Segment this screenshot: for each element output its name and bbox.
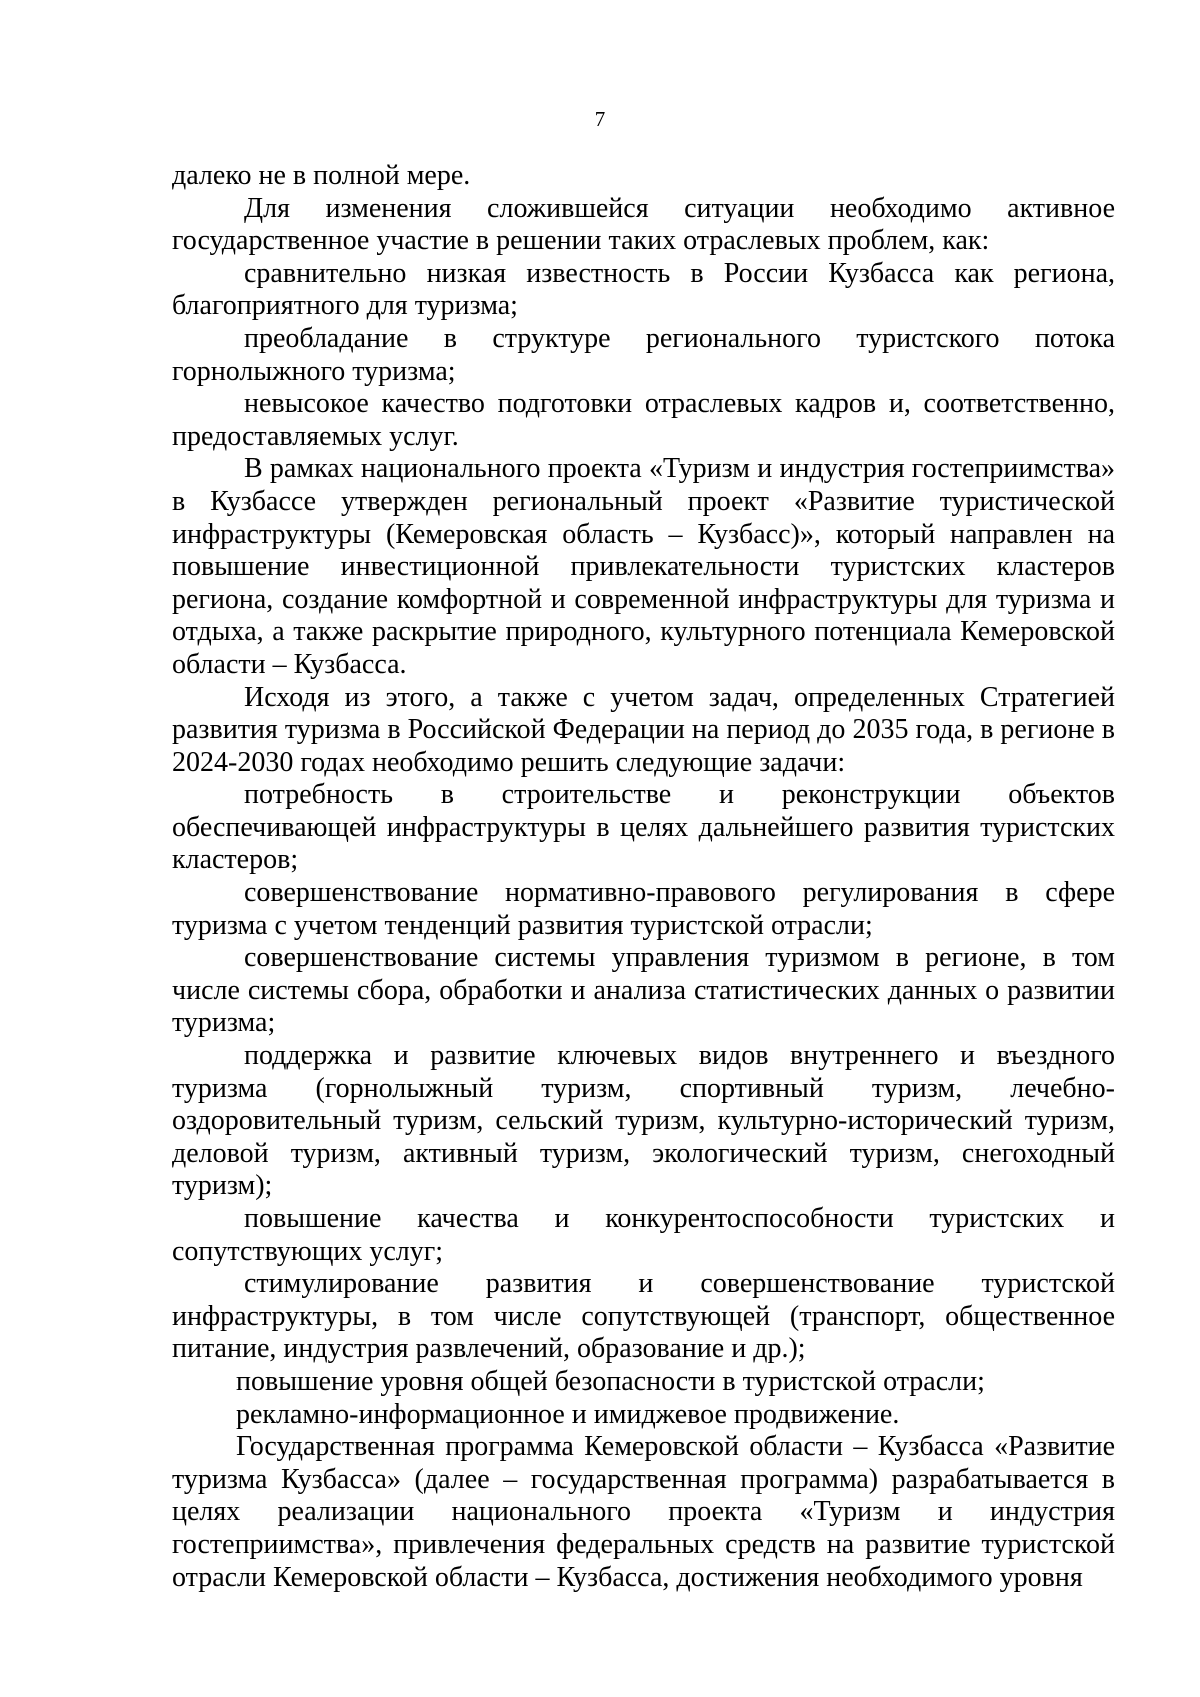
paragraph-task-tourism-types: поддержка и развитие ключевых видов внутреннего и въездного туризма (горнолыжный туризм, спортивный туризм, лечебно-оздоровительный туризм, сельский туризм, культурно-исторический туризм, деловой туризм, активный туризм, экологический туризм, снегоходный туризм); <box>172 1040 1115 1202</box>
paragraph-task-management: совершенствование системы управления туризмом в регионе, в том числе системы сбора, обработки и анализа статистических данных о развитии туризма; <box>172 942 1115 1039</box>
paragraph-continuation: далеко не в полной мере. <box>172 160 471 191</box>
page-number: 7 <box>594 107 606 131</box>
paragraph-problem-ski-dominance: преобладание в структуре регионального туристского потока горнолыжного туризма; <box>172 322 1115 387</box>
paragraph-national-project: В рамках национального проекта «Туризм и индустрия гостеприимства» в Кузбассе утвержден региональный проект «Развитие туристической инфраструктуры (Кемеровская область – Кузбасс)», который направлен на повышение инвестиционной привлекательности туристских кластеров региона, создание комфортной и современной инфраструктуры для туризма и отдыха, а также раскрытие природного, культурного потенциала Кемеровской области – Кузбасса. <box>172 453 1115 680</box>
paragraph-tasks-intro: Исходя из этого, а также с учетом задач, определенных Стратегией развития туризма в Российской Федерации на период до 2035 года, в регионе в 2024-2030 годах необходимо решить следующие задачи: <box>172 681 1115 778</box>
paragraph-task-safety: повышение уровня общей безопасности в туристской отрасли; <box>236 1365 985 1397</box>
paragraph-task-regulation: совершенствование нормативно-правового регулирования в сфере туризма с учетом тенденций развития туристской отрасли; <box>172 877 1115 941</box>
document-body <box>172 160 1115 1594</box>
paragraph-problems-intro: Для изменения сложившейся ситуации необходимо активное государственное участие в решении таких отраслевых проблем, как: <box>172 192 1115 257</box>
paragraph-task-promotion: рекламно-информационное и имиджевое продвижение. <box>236 1398 900 1430</box>
paragraph-state-program: Государственная программа Кемеровской области – Кузбасса «Развитие туризма Кузбасса» (далее – государственная программа) разрабатывается в целях реализации национального проекта «Туризм и индустрия гостеприимства», привлечения федеральных средств на развитие туристской отрасли Кемеровской области – Кузбасса, достижения необходимого уровня <box>172 1431 1115 1593</box>
paragraph-task-quality: повышение качества и конкурентоспособности туристских и сопутствующих услуг; <box>172 1203 1115 1267</box>
paragraph-task-stimulation: стимулирование развития и совершенствование туристской инфраструктуры, в том числе сопутствующей (транспорт, общественное питание, индустрия развлечений, образование и др.); <box>172 1268 1115 1365</box>
paragraph-problem-awareness: сравнительно низкая известность в России Кузбасса как региона, благоприятного для туризма; <box>172 257 1115 322</box>
paragraph-problem-staff-quality: невысокое качество подготовки отраслевых кадров и, соответственно, предоставляемых услуг. <box>172 388 1115 452</box>
paragraph-task-infrastructure: потребность в строительстве и реконструкции объектов обеспечивающей инфраструктуры в целях дальнейшего развития туристских кластеров; <box>172 779 1115 876</box>
